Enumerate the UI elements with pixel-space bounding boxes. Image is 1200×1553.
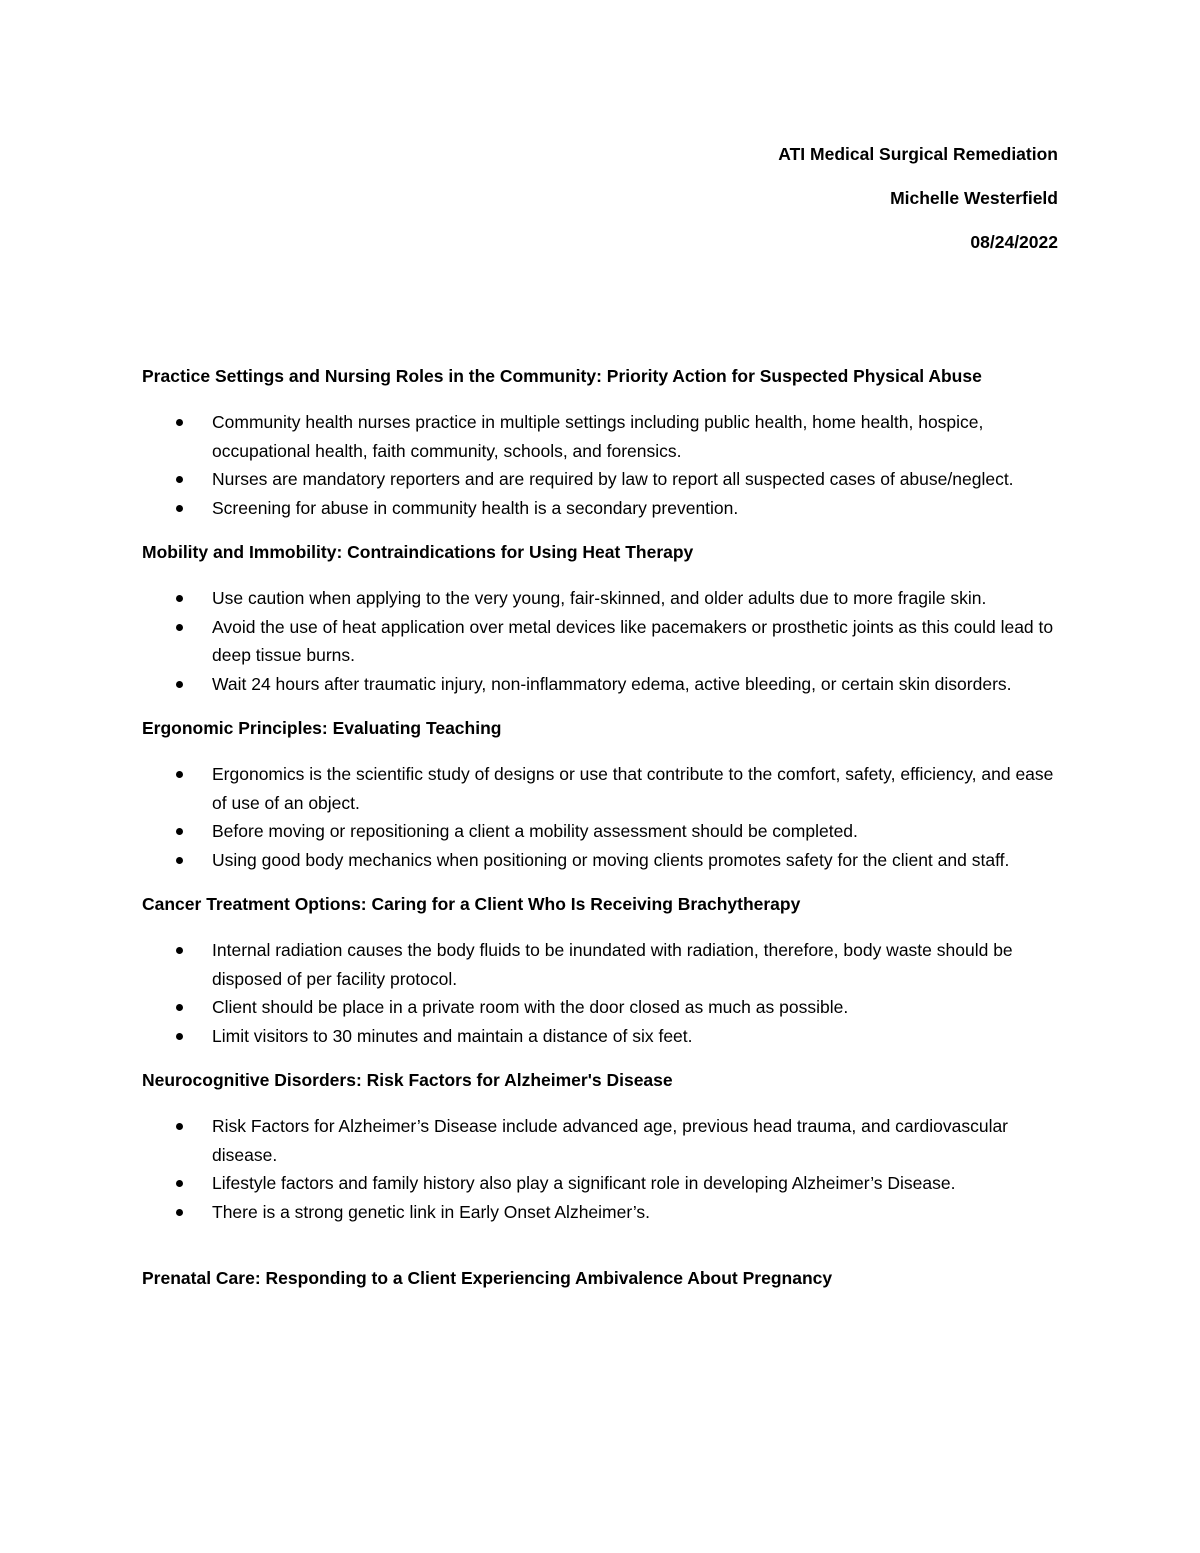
bullet-list [142,1112,1062,1226]
list-item-text: Limit visitors to 30 minutes and maintain a distance of six feet. [212,1025,693,1046]
section-heading: Cancer Treatment Options: Caring for a Client Who Is Receiving Brachytherapy [142,894,801,914]
list-item [142,760,1062,817]
list-item-text: Nurses are mandatory reporters and are required by law to report all suspected cases of abuse/neglect. [212,469,1014,489]
bullet-list [142,584,1062,698]
list-item-text: Before moving or repositioning a client a mobility assessment should be completed. [212,821,858,841]
spacer [142,1244,1062,1266]
bullet-list [142,760,1062,874]
list-item [142,1198,1062,1227]
list-item [142,494,1062,523]
list-item [142,846,1062,875]
list-item [142,613,1062,670]
document-body [142,364,1062,1310]
list-item [142,936,1062,993]
list-item-text: Internal radiation causes the body fluids to be inundated with radiation, therefore, body waste should be disposed of per facility protocol. [212,940,1013,989]
list-item-text: Client should be place in a private room with the door closed as much as possible. [212,997,849,1017]
bullet-icon [176,476,183,483]
document-header [778,143,1058,275]
document-title: ATI Medical Surgical Remediation [778,144,1058,164]
bullet-icon [176,857,183,864]
bullet-icon [176,1004,183,1011]
bullet-icon [176,595,183,602]
bullet-icon [176,1180,183,1187]
list-item [142,1112,1062,1169]
section-heading: Prenatal Care: Responding to a Client Experiencing Ambivalence About Pregnancy [142,1268,833,1288]
document-date: 08/24/2022 [970,232,1058,252]
list-item [142,993,1062,1022]
list-item [142,465,1062,494]
list-item-text: Wait 24 hours after traumatic injury, non-inflammatory edema, active bleeding, or certain skin disorders. [212,673,1012,694]
section-heading: Ergonomic Principles: Evaluating Teaching [142,718,502,738]
list-item [142,817,1062,846]
bullet-icon [176,771,183,778]
list-item [142,670,1062,699]
bullet-icon [176,1209,183,1216]
list-item-text: Screening for abuse in community health is a secondary prevention. [212,497,739,518]
bullet-icon [176,828,183,835]
list-item-text: Lifestyle factors and family history also play a significant role in developing Alzheimer’s Disease. [212,1173,956,1193]
bullet-icon [176,419,183,426]
bullet-icon [176,947,183,954]
list-item [142,584,1062,613]
bullet-list [142,408,1062,522]
bullet-icon [176,1033,183,1040]
bullet-list [142,936,1062,1050]
list-item [142,1169,1062,1198]
list-item-text: Risk Factors for Alzheimer’s Disease include advanced age, previous head trauma, and cardiovascular disease. [212,1116,1009,1165]
bullet-icon [176,624,183,631]
list-item-text: Using good body mechanics when positioning or moving clients promotes safety for the client and staff. [212,849,1010,870]
section-heading: Neurocognitive Disorders: Risk Factors for Alzheimer's Disease [142,1070,673,1090]
bullet-icon [176,1123,183,1130]
section-heading: Mobility and Immobility: Contraindications for Using Heat Therapy [142,542,694,562]
list-item-text: Community health nurses practice in multiple settings including public health, home health, hospice, occupational health, faith community, schools, and forensics. [212,412,984,461]
list-item [142,408,1062,465]
bullet-icon [176,505,183,512]
list-item-text: Ergonomics is the scientific study of designs or use that contribute to the comfort, safety, efficiency, and ease of use of an object. [212,764,1054,813]
bullet-icon [176,681,183,688]
author-name: Michelle Westerfield [890,188,1058,208]
list-item-text: Use caution when applying to the very young, fair-skinned, and older adults due to more fragile skin. [212,588,987,608]
list-item-text: There is a strong genetic link in Early Onset Alzheimer’s. [212,1201,651,1222]
list-item [142,1022,1062,1051]
list-item-text: Avoid the use of heat application over metal devices like pacemakers or prosthetic joints as this could lead to deep tissue burns. [212,616,1054,665]
section-heading: Practice Settings and Nursing Roles in the Community: Priority Action for Suspected Physical Abuse [142,366,982,386]
